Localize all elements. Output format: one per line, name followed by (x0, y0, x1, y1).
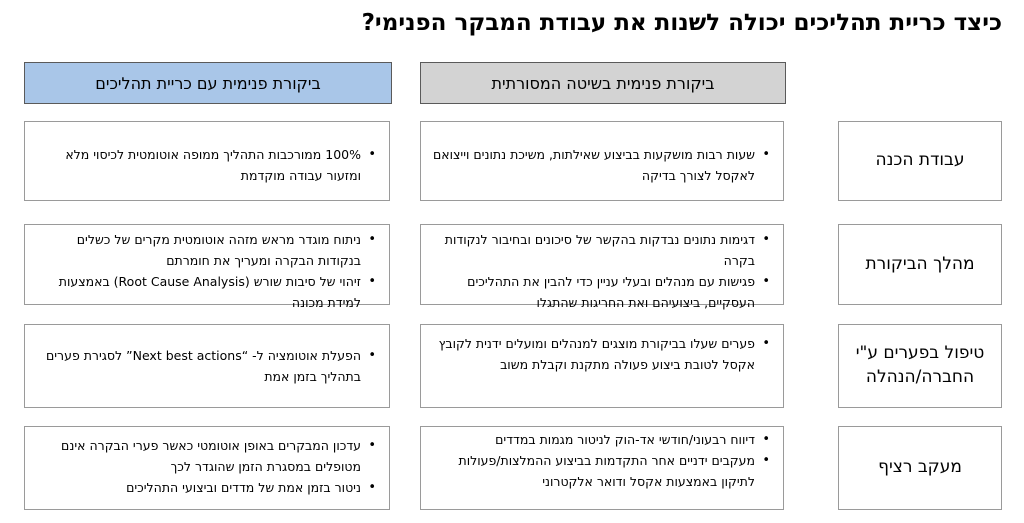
traditional-cell-gap-handling (420, 324, 784, 408)
list-item: • 100% ממורכבות התהליך ממופה אוטומטית לכיסוי מלא ומזעור עבודה מוקדמת (33, 144, 361, 186)
process-cell-continuous-monitoring (24, 426, 390, 510)
traditional-cell-preparation (420, 121, 784, 201)
header-process-mining: ביקורת פנימית עם כריית תהליכים (24, 62, 392, 104)
list-item: • הפעלת אוטומציה ל- “Next best actions” לסגירת פערים בתהליך בזמן אמת (33, 345, 361, 387)
list-item: • עדכון המבקרים באופן אוטומטי כאשר פערי הבקרה אינם מטופלים במסגרת הזמן שהוגדר לכך (33, 435, 361, 477)
row-label-preparation: עבודת הכנה (838, 121, 1002, 201)
header-traditional: ביקורת פנימית בשיטה המסורתית (420, 62, 786, 104)
traditional-cell-audit-process (420, 224, 784, 310)
list-item: • פגישות עם מנהלים ובעלי עניין כדי להבין את התהליכים העסקיים, ביצועיהם ואת החריגות שהתגלו (429, 271, 755, 313)
process-cell-gap-handling (24, 324, 390, 408)
list-item: • פערים שעלו בביקורת מוצגים למנהלים ומועלים ידנית לקובץ אקסל לטובת ביצוע פעולה מתקנת וקבלת משוב (429, 333, 755, 375)
process-cell-preparation (24, 121, 390, 201)
list-item: • ניטור בזמן אמת של מדדים וביצועי התהליכים (33, 477, 361, 498)
list-item: • מעקבים ידניים אחר התקדמות בביצוע ההמלצות/פעולות לתיקון באמצעות אקסל ודואר אלקטרוני (429, 450, 755, 492)
list-item: • זיהוי של סיבות שורש (Root Cause Analysis) באמצעות למידת מכונה (33, 271, 361, 313)
list-item: • דיווח רבעוני/חודשי אד-הוק לניטור מגמות במדדים (429, 429, 755, 450)
row-label-continuous-monitoring: מעקב רציף (838, 426, 1002, 510)
row-label-gap-handling: טיפול בפערים ע"י החברה/הנהלה (838, 324, 1002, 408)
list-item: • ניתוח מוגדר מראש מזהה אוטומטית מקרים של כשלים בנקודות הבקרה ומעריך את חומרתם (33, 229, 361, 271)
row-label-audit-process: מהלך הביקורת (838, 224, 1002, 305)
list-item: • שעות רבות מושקעות בביצוע שאילתות, משיכת נתונים וייצואם לאקסל לצורך בדיקה (429, 144, 755, 186)
page-title: כיצד כריית תהליכים יכולה לשנות את עבודת המבקר הפנימי? (361, 10, 1002, 36)
traditional-cell-continuous-monitoring (420, 426, 784, 510)
process-cell-audit-process (24, 224, 390, 310)
list-item: • דגימות נתונים נבדקות בהקשר של סיכונים ובחיבור לנקודות בקרה (429, 229, 755, 271)
